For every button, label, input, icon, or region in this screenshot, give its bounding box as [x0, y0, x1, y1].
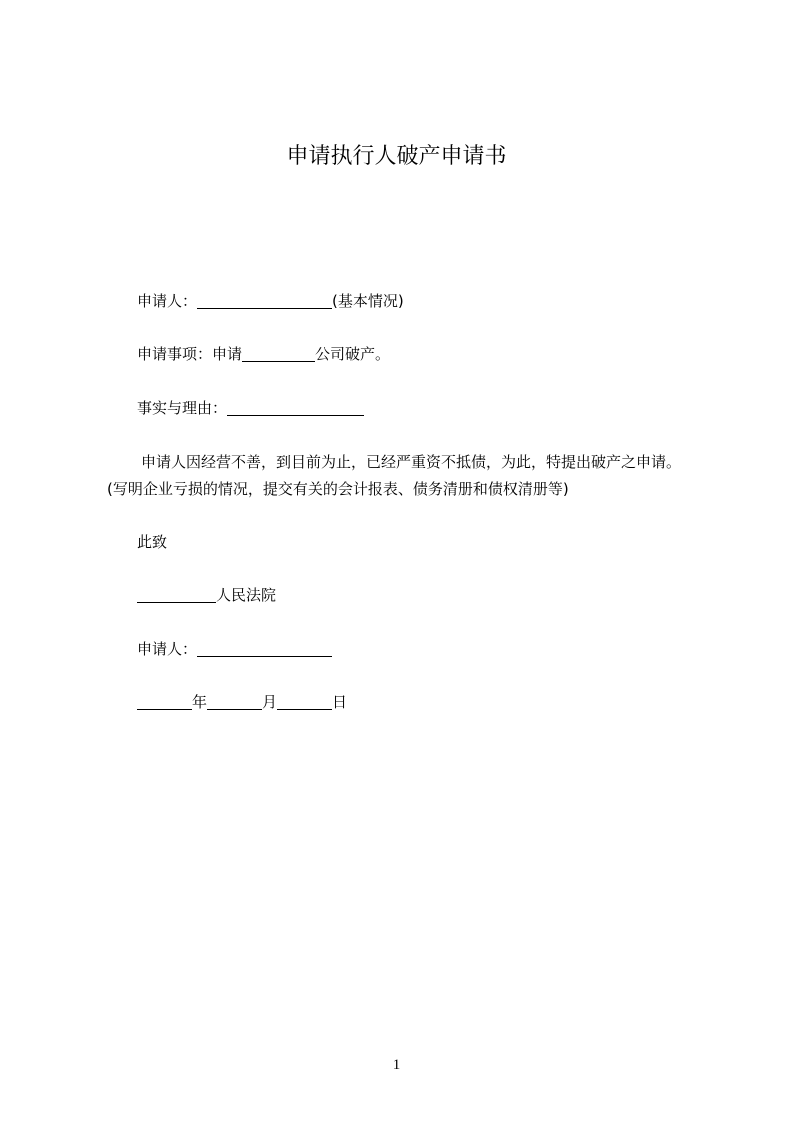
page-number: 1	[392, 1057, 401, 1073]
court-suffix: 人民法院	[216, 586, 277, 604]
year-blank	[137, 694, 192, 710]
applicant-blank	[197, 293, 332, 309]
reason-line	[137, 398, 364, 418]
date-line	[137, 692, 347, 712]
body-paragraph-line-1: 申请人因经营不善，到目前为止，已经严重资不抵债，为此，特提出破产之申请。	[141, 453, 682, 471]
day-blank	[277, 694, 332, 710]
applicant-note: (基本情况)	[332, 292, 404, 310]
applicant-line	[137, 291, 404, 311]
date-year: 年	[192, 693, 208, 711]
month-blank	[207, 694, 262, 710]
reason-label: 事实与理由：	[137, 399, 228, 417]
reason-blank	[227, 400, 364, 416]
signature-label: 申请人：	[137, 640, 198, 658]
matter-line	[137, 344, 390, 364]
body-paragraph-line-2: (写明企业亏损的情况，提交有关的会计报表、债务清册和债权清册等)	[107, 480, 569, 498]
signature-line	[137, 639, 332, 659]
matter-label: 申请事项：申请	[137, 345, 243, 363]
applicant-label: 申请人：	[137, 292, 198, 310]
date-day: 日	[332, 693, 348, 711]
court-line	[137, 585, 276, 605]
date-month: 月	[262, 693, 278, 711]
company-blank	[242, 346, 315, 362]
salutation: 此致	[137, 533, 168, 551]
court-blank	[137, 587, 216, 603]
matter-suffix: 公司破产。	[315, 345, 391, 363]
document-title: 申请执行人破产申请书	[286, 144, 507, 169]
signature-blank	[197, 641, 332, 657]
